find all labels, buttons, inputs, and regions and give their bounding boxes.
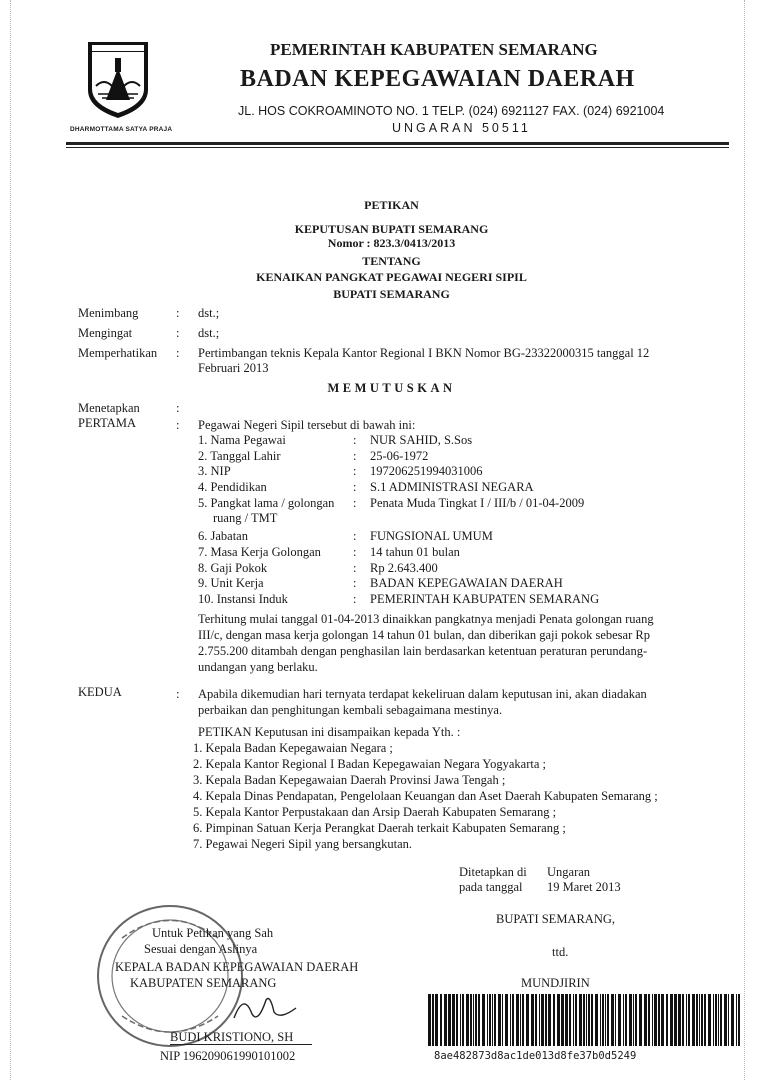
letterhead-rule-thick: [66, 142, 729, 145]
barcode-bar: [583, 994, 585, 1046]
field-value-jabatan: FUNGSIONAL UMUM: [370, 529, 493, 543]
barcode-bar: [492, 994, 493, 1046]
label-menimbang: Menimbang: [78, 306, 139, 320]
scan-edge-right: [744, 0, 775, 1080]
barcode-bar: [661, 994, 664, 1046]
agency-city: UNGARAN 50511: [392, 121, 531, 135]
heading-subject: KENAIKAN PANGKAT PEGAWAI NEGERI SIPIL: [256, 270, 527, 284]
barcode-bar: [541, 994, 544, 1046]
field-sep: :: [353, 545, 357, 559]
barcode-bar: [635, 994, 637, 1046]
barcode-bar: [682, 994, 684, 1046]
barcode-bar: [605, 994, 606, 1046]
sep-pertama: :: [176, 418, 180, 432]
ttd-mark: ttd.: [552, 945, 569, 959]
barcode-bar: [470, 994, 472, 1046]
label-menetapkan: Menetapkan: [78, 401, 140, 415]
sep-kedua: :: [176, 687, 180, 701]
pertama-paragraph-line: undangan yang berlaku.: [198, 660, 318, 674]
barcode-bar: [600, 994, 601, 1046]
bupati-name: MUNDJIRIN: [521, 976, 590, 990]
barcode-bar: [658, 994, 660, 1046]
field-sep: :: [353, 464, 357, 478]
cert-line: Sesuai dengan Aslinya: [144, 942, 258, 956]
scan-edge-left: [10, 0, 12, 1080]
field-value-instansi-induk: PEMERINTAH KABUPATEN SEMARANG: [370, 592, 600, 606]
barcode-bar: [448, 994, 451, 1046]
ditetapkan-value: Ungaran: [547, 865, 591, 879]
barcode-bar: [553, 994, 555, 1046]
barcode-bar: [720, 994, 722, 1046]
distribution-item: 6. Pimpinan Satuan Kerja Perangkat Daerah terkait Kabupaten Semarang ;: [193, 821, 566, 835]
field-value-tanggal-lahir: 25-06-1972: [370, 449, 429, 463]
bupati-title: BUPATI SEMARANG,: [496, 912, 616, 926]
sep-memperhatikan: :: [176, 346, 180, 360]
barcode-bar: [728, 994, 729, 1046]
barcode-bar: [494, 994, 496, 1046]
barcode-bar: [674, 994, 677, 1046]
barcode-bar: [692, 994, 695, 1046]
barcode-bar: [440, 994, 442, 1046]
barcode-bar: [602, 994, 604, 1046]
barcode-bar: [586, 994, 587, 1046]
heading-keputusan: KEPUTUSAN BUPATI SEMARANG: [294, 222, 489, 236]
barcode-bar: [639, 994, 642, 1046]
barcode-bar: [701, 994, 703, 1046]
barcode-bar: [557, 994, 560, 1046]
barcode-bar: [498, 994, 501, 1046]
cert-line: Untuk Petikan yang Sah: [152, 926, 274, 940]
barcode-bar: [704, 994, 706, 1046]
field-sep: :: [353, 433, 357, 447]
field-value-pangkat: Penata Muda Tingkat I / III/b / 01-04-2009: [370, 496, 585, 510]
cert-line: KEPALA BADAN KEPEGAWAIAN DAERAH: [115, 960, 359, 974]
barcode-bar: [473, 994, 474, 1046]
field-value-nama: NUR SAHID, S.Sos: [370, 433, 473, 447]
field-label: 1. Nama Pegawai: [198, 433, 286, 447]
barcode-bar: [688, 994, 690, 1046]
barcode-bar: [731, 994, 734, 1046]
barcode-bar: [715, 994, 717, 1046]
field-label: 2. Tanggal Lahir: [198, 449, 281, 463]
distribution-intro: PETIKAN Keputusan ini disampaikan kepada Yth. :: [198, 725, 461, 739]
field-value-nip: 197206251994031006: [370, 464, 483, 478]
kedua-paragraph-line: Apabila dikemudian hari ternyata terdapat kekeliruan dalam keputusan ini, akan diadakan: [198, 687, 647, 701]
field-label: 8. Gaji Pokok: [198, 561, 268, 575]
barcode-bar: [478, 994, 480, 1046]
tanggal-value: 19 Maret 2013: [547, 880, 621, 894]
pertama-intro: Pegawai Negeri Sipil tersebut di bawah ini:: [198, 418, 416, 432]
heading-tentang: TENTANG: [362, 254, 421, 268]
text-mengingat: dst.;: [198, 326, 220, 340]
barcode-text: 8ae482873d8ac1de013d8fe37b0d5249: [434, 1050, 637, 1062]
cert-line: KABUPATEN SEMARANG: [130, 976, 277, 990]
distribution-item: 7. Pegawai Negeri Sipil yang bersangkutan.: [193, 837, 413, 851]
label-memperhatikan: Memperhatikan: [78, 346, 158, 360]
field-sep: :: [353, 576, 357, 590]
distribution-item: 1. Kepala Badan Kepegawaian Negara ;: [193, 741, 393, 755]
field-value-gaji-pokok: Rp 2.643.400: [370, 561, 438, 575]
signature-underline: [170, 1044, 312, 1045]
ditetapkan-label: Ditetapkan di: [459, 865, 527, 879]
agency-name: BADAN KEPEGAWAIAN DAERAH: [240, 66, 635, 92]
document-barcode: [428, 994, 740, 1046]
sep-menimbang: :: [176, 306, 180, 320]
barcode-bar: [591, 994, 593, 1046]
emblem-motto: DHARMOTTAMA SATYA PRAJA: [70, 126, 173, 133]
field-label: 7. Masa Kerja Golongan: [198, 545, 321, 559]
field-sep: :: [353, 592, 357, 606]
barcode-bar: [531, 994, 534, 1046]
barcode-bar: [678, 994, 681, 1046]
agency-address: JL. HOS COKROAMINOTO NO. 1 TELP. (024) 6921127 FAX. (024) 6921004: [238, 104, 665, 118]
barcode-bar: [713, 994, 714, 1046]
label-kedua: KEDUA: [78, 685, 122, 699]
barcode-bar: [615, 994, 616, 1046]
barcode-bar: [607, 994, 609, 1046]
barcode-bar: [629, 994, 632, 1046]
barcode-bar: [623, 994, 624, 1046]
barcode-bar: [428, 994, 431, 1046]
barcode-bar: [738, 994, 740, 1046]
distribution-item: 3. Kepala Badan Kepegawaian Daerah Provinsi Jawa Tengah ;: [193, 773, 506, 787]
barcode-bar: [633, 994, 634, 1046]
barcode-bar: [545, 994, 547, 1046]
heading-bupati: BUPATI SEMARANG: [333, 287, 450, 301]
barcode-bar: [666, 994, 668, 1046]
barcode-bar: [724, 994, 727, 1046]
field-sep: :: [353, 449, 357, 463]
tanggal-label: pada tanggal: [459, 880, 523, 894]
barcode-bar: [522, 994, 524, 1046]
letterhead-rule-thin: [66, 147, 729, 148]
pertama-paragraph-line: Terhitung mulai tanggal 01-04-2013 dinaikkan pangkatnya menjadi Penata golongan ruang: [198, 612, 654, 626]
field-label: 10. Instansi Induk: [198, 592, 288, 606]
barcode-bar: [588, 994, 590, 1046]
barcode-bar: [444, 994, 447, 1046]
barcode-bar: [535, 994, 537, 1046]
barcode-bar: [575, 994, 577, 1046]
barcode-bar: [505, 994, 508, 1046]
field-value-masa-kerja: 14 tahun 01 bulan: [370, 545, 460, 559]
barcode-bar: [435, 994, 438, 1046]
barcode-bar: [652, 994, 653, 1046]
field-label: 9. Unit Kerja: [198, 576, 264, 590]
barcode-bar: [718, 994, 719, 1046]
field-sep: :: [353, 480, 357, 494]
government-name: PEMERINTAH KABUPATEN SEMARANG: [270, 40, 598, 59]
barcode-bar: [654, 994, 657, 1046]
distribution-item: 4. Kepala Dinas Pendapatan, Pengelolaan Keuangan dan Aset Daerah Kabupaten Semarang ;: [193, 789, 658, 803]
barcode-bar: [460, 994, 461, 1046]
field-label: 5. Pangkat lama / golongan: [198, 496, 335, 510]
barcode-bar: [561, 994, 564, 1046]
text-menimbang: dst.;: [198, 306, 220, 320]
cert-officer-nip: NIP 196209061990101002: [160, 1049, 296, 1063]
barcode-bar: [644, 994, 647, 1046]
barcode-bar: [565, 994, 568, 1046]
barcode-bar: [462, 994, 464, 1046]
barcode-bar: [696, 994, 698, 1046]
barcode-bar: [432, 994, 434, 1046]
barcode-bar: [595, 994, 598, 1046]
barcode-bar: [569, 994, 571, 1046]
field-label: 4. Pendidikan: [198, 480, 267, 494]
field-sep: :: [353, 561, 357, 575]
barcode-bar: [456, 994, 458, 1046]
heading-petikan: PETIKAN: [364, 198, 419, 212]
barcode-bar: [648, 994, 650, 1046]
barcode-bar: [512, 994, 514, 1046]
barcode-bar: [526, 994, 529, 1046]
barcode-bar: [516, 994, 519, 1046]
label-mengingat: Mengingat: [78, 326, 133, 340]
kedua-paragraph-line: perbaikan dan penghitungan kembali sebagaimana mestinya.: [198, 703, 503, 717]
barcode-bar: [539, 994, 540, 1046]
barcode-bar: [502, 994, 503, 1046]
text-memperhatikan: Pertimbangan teknis Kepala Kantor Regional I BKN Nomor BG-23322000315 tanggal 12: [198, 346, 650, 360]
barcode-bar: [452, 994, 455, 1046]
barcode-bar: [520, 994, 521, 1046]
cert-officer-name: BUDI KRISTIONO, SH: [170, 1030, 294, 1044]
barcode-bar: [482, 994, 485, 1046]
barcode-bar: [736, 994, 737, 1046]
handwritten-signature: [230, 990, 300, 1024]
field-sep: :: [353, 496, 357, 510]
field-label: 3. NIP: [198, 464, 231, 478]
text-memperhatikan-cont: Februari 2013: [198, 361, 269, 375]
heading-memutuskan: MEMUTUSKAN: [327, 381, 456, 395]
barcode-bar: [625, 994, 627, 1046]
field-label-cont: ruang / TMT: [213, 511, 278, 525]
sep-mengingat: :: [176, 326, 180, 340]
barcode-bar: [618, 994, 621, 1046]
barcode-bar: [489, 994, 491, 1046]
pertama-paragraph-line: 2.755.200 ditambah dengan penghasilan lain berdasarkan ketentuan peraturan perundang-: [198, 644, 648, 658]
field-value-unit-kerja: BADAN KEPEGAWAIAN DAERAH: [370, 576, 563, 590]
barcode-bar: [699, 994, 700, 1046]
label-pertama: PERTAMA: [78, 416, 136, 430]
barcode-bar: [475, 994, 477, 1046]
barcode-bar: [670, 994, 673, 1046]
pertama-paragraph-line: III/c, dengan masa kerja golongan 14 tahun 01 bulan, dan diberikan gaji pokok sebesar Rp: [198, 628, 650, 642]
barcode-bar: [686, 994, 687, 1046]
barcode-bar: [579, 994, 582, 1046]
heading-nomor: Nomor : 823.3/0413/2013: [327, 236, 456, 250]
sep-menetapkan: :: [176, 401, 180, 415]
barcode-bar: [548, 994, 551, 1046]
barcode-bar: [708, 994, 711, 1046]
field-label: 6. Jabatan: [198, 529, 248, 543]
field-value-pendidikan: S.1 ADMINISTRASI NEGARA: [370, 480, 534, 494]
distribution-item: 5. Kepala Kantor Perpustakaan dan Arsip Daerah Kabupaten Semarang ;: [193, 805, 557, 819]
barcode-bar: [510, 994, 511, 1046]
barcode-bar: [573, 994, 574, 1046]
distribution-item: 2. Kepala Kantor Regional I Badan Kepegawaian Negara Yogyakarta ;: [193, 757, 546, 771]
barcode-bar: [466, 994, 469, 1046]
barcode-bar: [611, 994, 614, 1046]
barcode-bar: [487, 994, 488, 1046]
regency-emblem-logo: [84, 38, 152, 120]
field-sep: :: [353, 529, 357, 543]
